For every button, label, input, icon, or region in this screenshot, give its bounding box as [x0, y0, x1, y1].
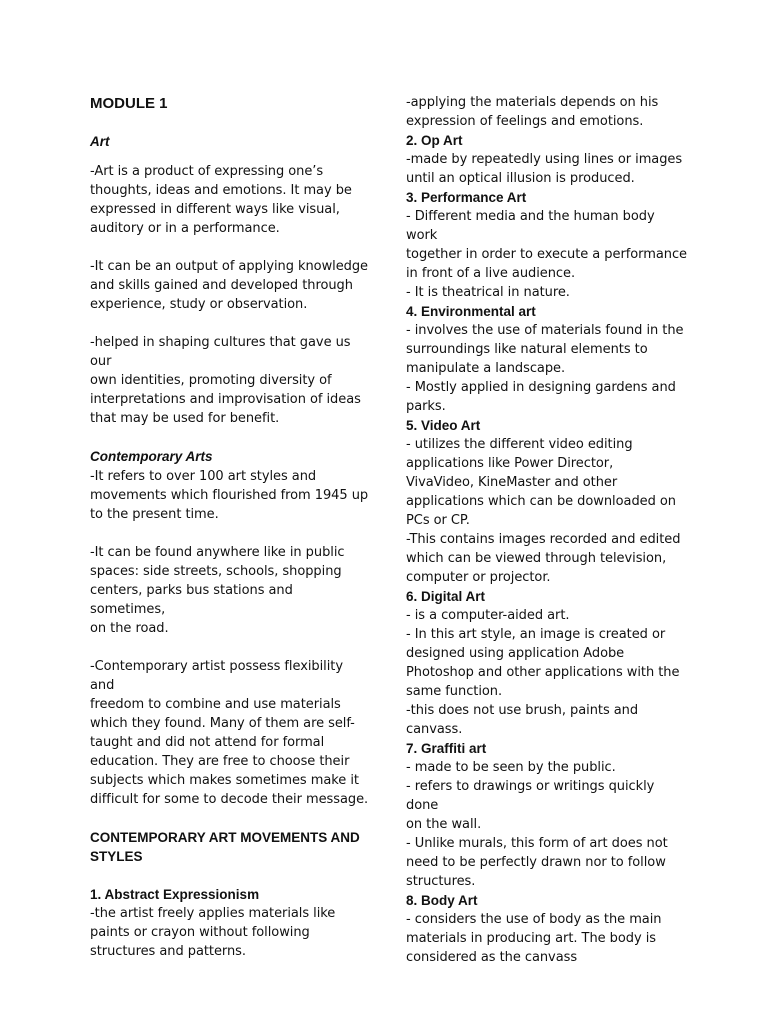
- art-paragraph-1: -Art is a product of expressing one’s thoughts, ideas and emotions. It may be expressed in different ways like visual, auditory or in a performance.: [90, 164, 352, 236]
- item-4-text: - involves the use of materials found in the surroundings like natural elements to manipulate a landscape. - Mostly applied in designing gardens and parks.: [406, 323, 684, 414]
- item-1-text: -the artist freely applies materials like paints or crayon without following structures and patterns.: [90, 906, 336, 959]
- item-1-heading: 1. Abstract Expressionism: [90, 887, 260, 902]
- item-6-text: - is a computer-aided art. - In this art style, an image is created or designed using application Adobe Photoshop and other applications with the same function. -this does not use brush, paints and canvass.: [406, 608, 680, 737]
- item-8-heading: 8. Body Art: [406, 893, 478, 908]
- item-4-heading: 4. Environmental art: [406, 304, 536, 319]
- item-8-text: - considers the use of body as the main materials in producing art. The body is considered as the canvass: [406, 912, 662, 965]
- contemporary-arts-heading: Contemporary Arts: [90, 449, 213, 464]
- art-paragraph-3: -helped in shaping cultures that gave us our own identities, promoting diversity of interpretations and improvisation of ideas that may be used for benefit.: [90, 335, 361, 426]
- contemporary-paragraph-3: -Contemporary artist possess flexibility and freedom to combine and use materials which they found. Many of them are self- taught and did not attend for formal education. They are free to choose their subjects which makes sometimes make it difficult for some to decode their message.: [90, 659, 369, 807]
- art-paragraph-2: -It can be an output of applying knowledge and skills gained and developed through experience, study or observation.: [90, 259, 369, 312]
- right-column: [406, 93, 688, 967]
- item-2-text: -made by repeatedly using lines or images until an optical illusion is produced.: [406, 152, 683, 186]
- item-5-heading: 5. Video Art: [406, 418, 481, 433]
- art-heading: Art: [90, 134, 110, 149]
- item-7-heading: 7. Graffiti art: [406, 741, 487, 756]
- item-6-heading: 6. Digital Art: [406, 589, 486, 604]
- item-5-text: - utilizes the different video editing applications like Power Director, VivaVideo, KineMaster and other applications which can be downloaded on PCs or CP. -This contains images recorded and edited which can be viewed through television, computer or projector.: [406, 437, 681, 585]
- item-7-text: - made to be seen by the public. - refers to drawings or writings quickly done on the wall. - Unlike murals, this form of art does not need to be perfectly drawn nor to follow structures.: [406, 760, 668, 889]
- left-column: [90, 92, 370, 961]
- item-1-continued-text: -applying the materials depends on his expression of feelings and emotions.: [406, 95, 659, 129]
- module-title: MODULE 1: [90, 95, 168, 112]
- contemporary-paragraph-1: -It refers to over 100 art styles and movements which flourished from 1945 up to the present time.: [90, 469, 369, 522]
- item-3-heading: 3. Performance Art: [406, 190, 527, 205]
- item-2-heading: 2. Op Art: [406, 133, 463, 148]
- movements-heading: CONTEMPORARY ART MOVEMENTS AND STYLES: [90, 830, 360, 864]
- item-3-text: - Different media and the human body work together in order to execute a performance in front of a live audience. - It is theatrical in nature.: [406, 209, 688, 300]
- contemporary-paragraph-2: -It can be found anywhere like in public spaces: side streets, schools, shopping centers, parks bus stations and sometimes, on the road.: [90, 545, 345, 636]
